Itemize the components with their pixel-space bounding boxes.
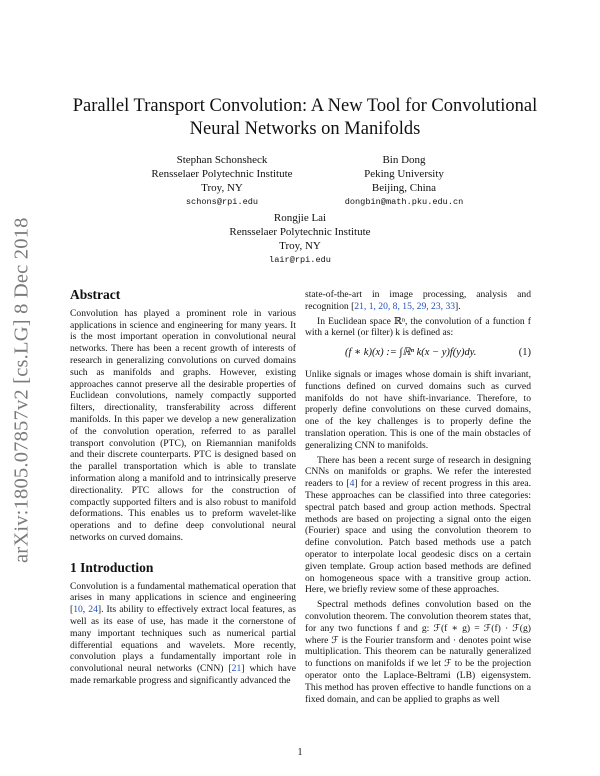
continued-paragraph	[305, 289, 531, 313]
author-block-1	[142, 153, 302, 209]
abstract-text: Convolution has played a prominent role in various applications in science and engineering for many years. It is the most important operation in convolutional neural networks. There has been a recent growth of interests of research in generalizing convolutions on curved domains such as manifolds and graphs. However, existing approaches cannot preserve all the desirable properties of Euclidean convolutions, namely compactly supported filters, directionality, transferability across different manifolds. In this paper we develop a new generalization of the convolution operation, referred to as parallel transport convolution (PTC), on Riemannian manifolds and their discrete counterparts. PTC is designed based on the parallel transportation which is able to translate information along a manifold and to intrinsically preserve directionality. PTC allows for the construction of compactly supported filters and is also robust to manifold deformations. This enables us to preform wavelet-like operations and to define deep convolutional neural networks on curved domains.	[70, 307, 296, 543]
text-run: Convolution is a fundamental mathematical operation that arises in many applications in science and engineering [	[70, 580, 296, 616]
paper-title	[70, 95, 540, 141]
equation-number: (1)	[518, 347, 531, 359]
author-name: Rongjie Lai	[273, 212, 327, 224]
author-location: Beijing, China	[371, 182, 437, 194]
citation-link[interactable]: 4	[349, 478, 355, 490]
author-location: Troy, NY	[279, 240, 321, 252]
body-paragraph: Spectral methods defines convolution based on the convolution theorem. The convolution theorem states that, for any two functions f and g: ℱ(f ∗ g) = ℱ(f) · ℱ(g) where ℱ is the Fourier transform and · denotes point wise multiplication. This theorem can be naturally generalized to functions on manifolds if we let ℱ to be the projection operator onto the Laplace-Beltrami (LB) eigensystem. This method has proven effective to handle functions on a fixed domain, and can be applied to graphs as well	[305, 599, 531, 705]
left-column	[70, 289, 296, 690]
text-run: ,	[82, 604, 89, 616]
equation-body: (f ∗ k)(x) := ∫ℝⁿ k(x − y)f(y)dy.	[345, 347, 477, 359]
author-email[interactable]: schons@rpi.edu	[185, 197, 259, 207]
author-name: Stephan Schonsheck	[176, 154, 268, 166]
citation-link[interactable]: 10	[73, 604, 83, 616]
author-block-3	[215, 211, 385, 267]
text-run: ] which have made remarkable progress and significantly advanced the	[70, 663, 296, 686]
text-run: ]. Its ability to effectively extract local features, as well as its ease of use, has made it the cornerstone of many important techniques such as numerical partial differential equations and wavelets. More recently, convolution plays a fundamentally important role in convolutional neural networks (CNN) [	[70, 604, 297, 675]
title-line-1: Parallel Transport Convolution: A New Tool for Convolutional	[72, 96, 538, 116]
text-run: state-of-the-art in image processing, analysis and recognition [	[305, 289, 531, 312]
author-affiliation: Rensselaer Polytechnic Institute	[151, 168, 293, 180]
author-email[interactable]: dongbin@math.pku.edu.cn	[344, 197, 464, 207]
equation-1	[305, 347, 531, 359]
citation-link[interactable]: 24	[88, 604, 98, 616]
convolution-definition-paragraph: In Euclidean space ℝⁿ, the convolution of a function f with a kernel (or filter) k is defined as:	[305, 315, 531, 339]
body-paragraph: Unlike signals or images whose domain is shift invariant, functions defined on curved domains such as curved manifolds do not have shift-invariance. Therefore, to properly define convolutions on these curved domains, one of the key challenges is to properly define the translation operation. This is one of the main obstacles of generalizing CNN to manifolds.	[305, 368, 531, 451]
text-run: ] for a review of recent progress in this area. These approaches can be classified into three categories: spectral patch based and group action methods. Spectral methods are based on projecting a signal onto the eigen (Fourier) space and using the convolution theorem to define convolution. Patch based methods use a patch operator to interpolate local geodesic discs on a certain given template. Group action based methods are defined on homogeneous space with a transitive group action. Here, we briefly review some of these approaches.	[305, 478, 531, 596]
author-name: Bin Dong	[382, 154, 426, 166]
text-run: ].	[455, 300, 461, 312]
text-run: There has been a recent surge of research in designing CNNs on manifolds or graphs. We refer the interested readers to [	[305, 454, 531, 490]
author-affiliation: Rensselaer Polytechnic Institute	[229, 226, 371, 238]
author-block-2	[334, 153, 474, 209]
author-affiliation: Peking University	[364, 168, 444, 180]
body-paragraph	[305, 455, 531, 597]
intro-heading: 1 Introduction	[70, 559, 154, 575]
intro-paragraph	[70, 581, 296, 687]
citation-links[interactable]: 21, 1, 20, 8, 15, 29, 23, 33	[354, 300, 456, 312]
citation-link[interactable]: 21	[231, 663, 242, 675]
author-location: Troy, NY	[201, 182, 243, 194]
author-email[interactable]: lair@rpi.edu	[269, 255, 331, 265]
page-number: 1	[297, 747, 303, 758]
abstract-heading: Abstract	[70, 287, 121, 302]
title-line-2: Neural Networks on Manifolds	[189, 119, 421, 139]
right-column	[305, 289, 531, 708]
arxiv-stamp: arXiv:1805.07857v2 [cs.LG] 8 Dec 2018	[10, 217, 33, 563]
